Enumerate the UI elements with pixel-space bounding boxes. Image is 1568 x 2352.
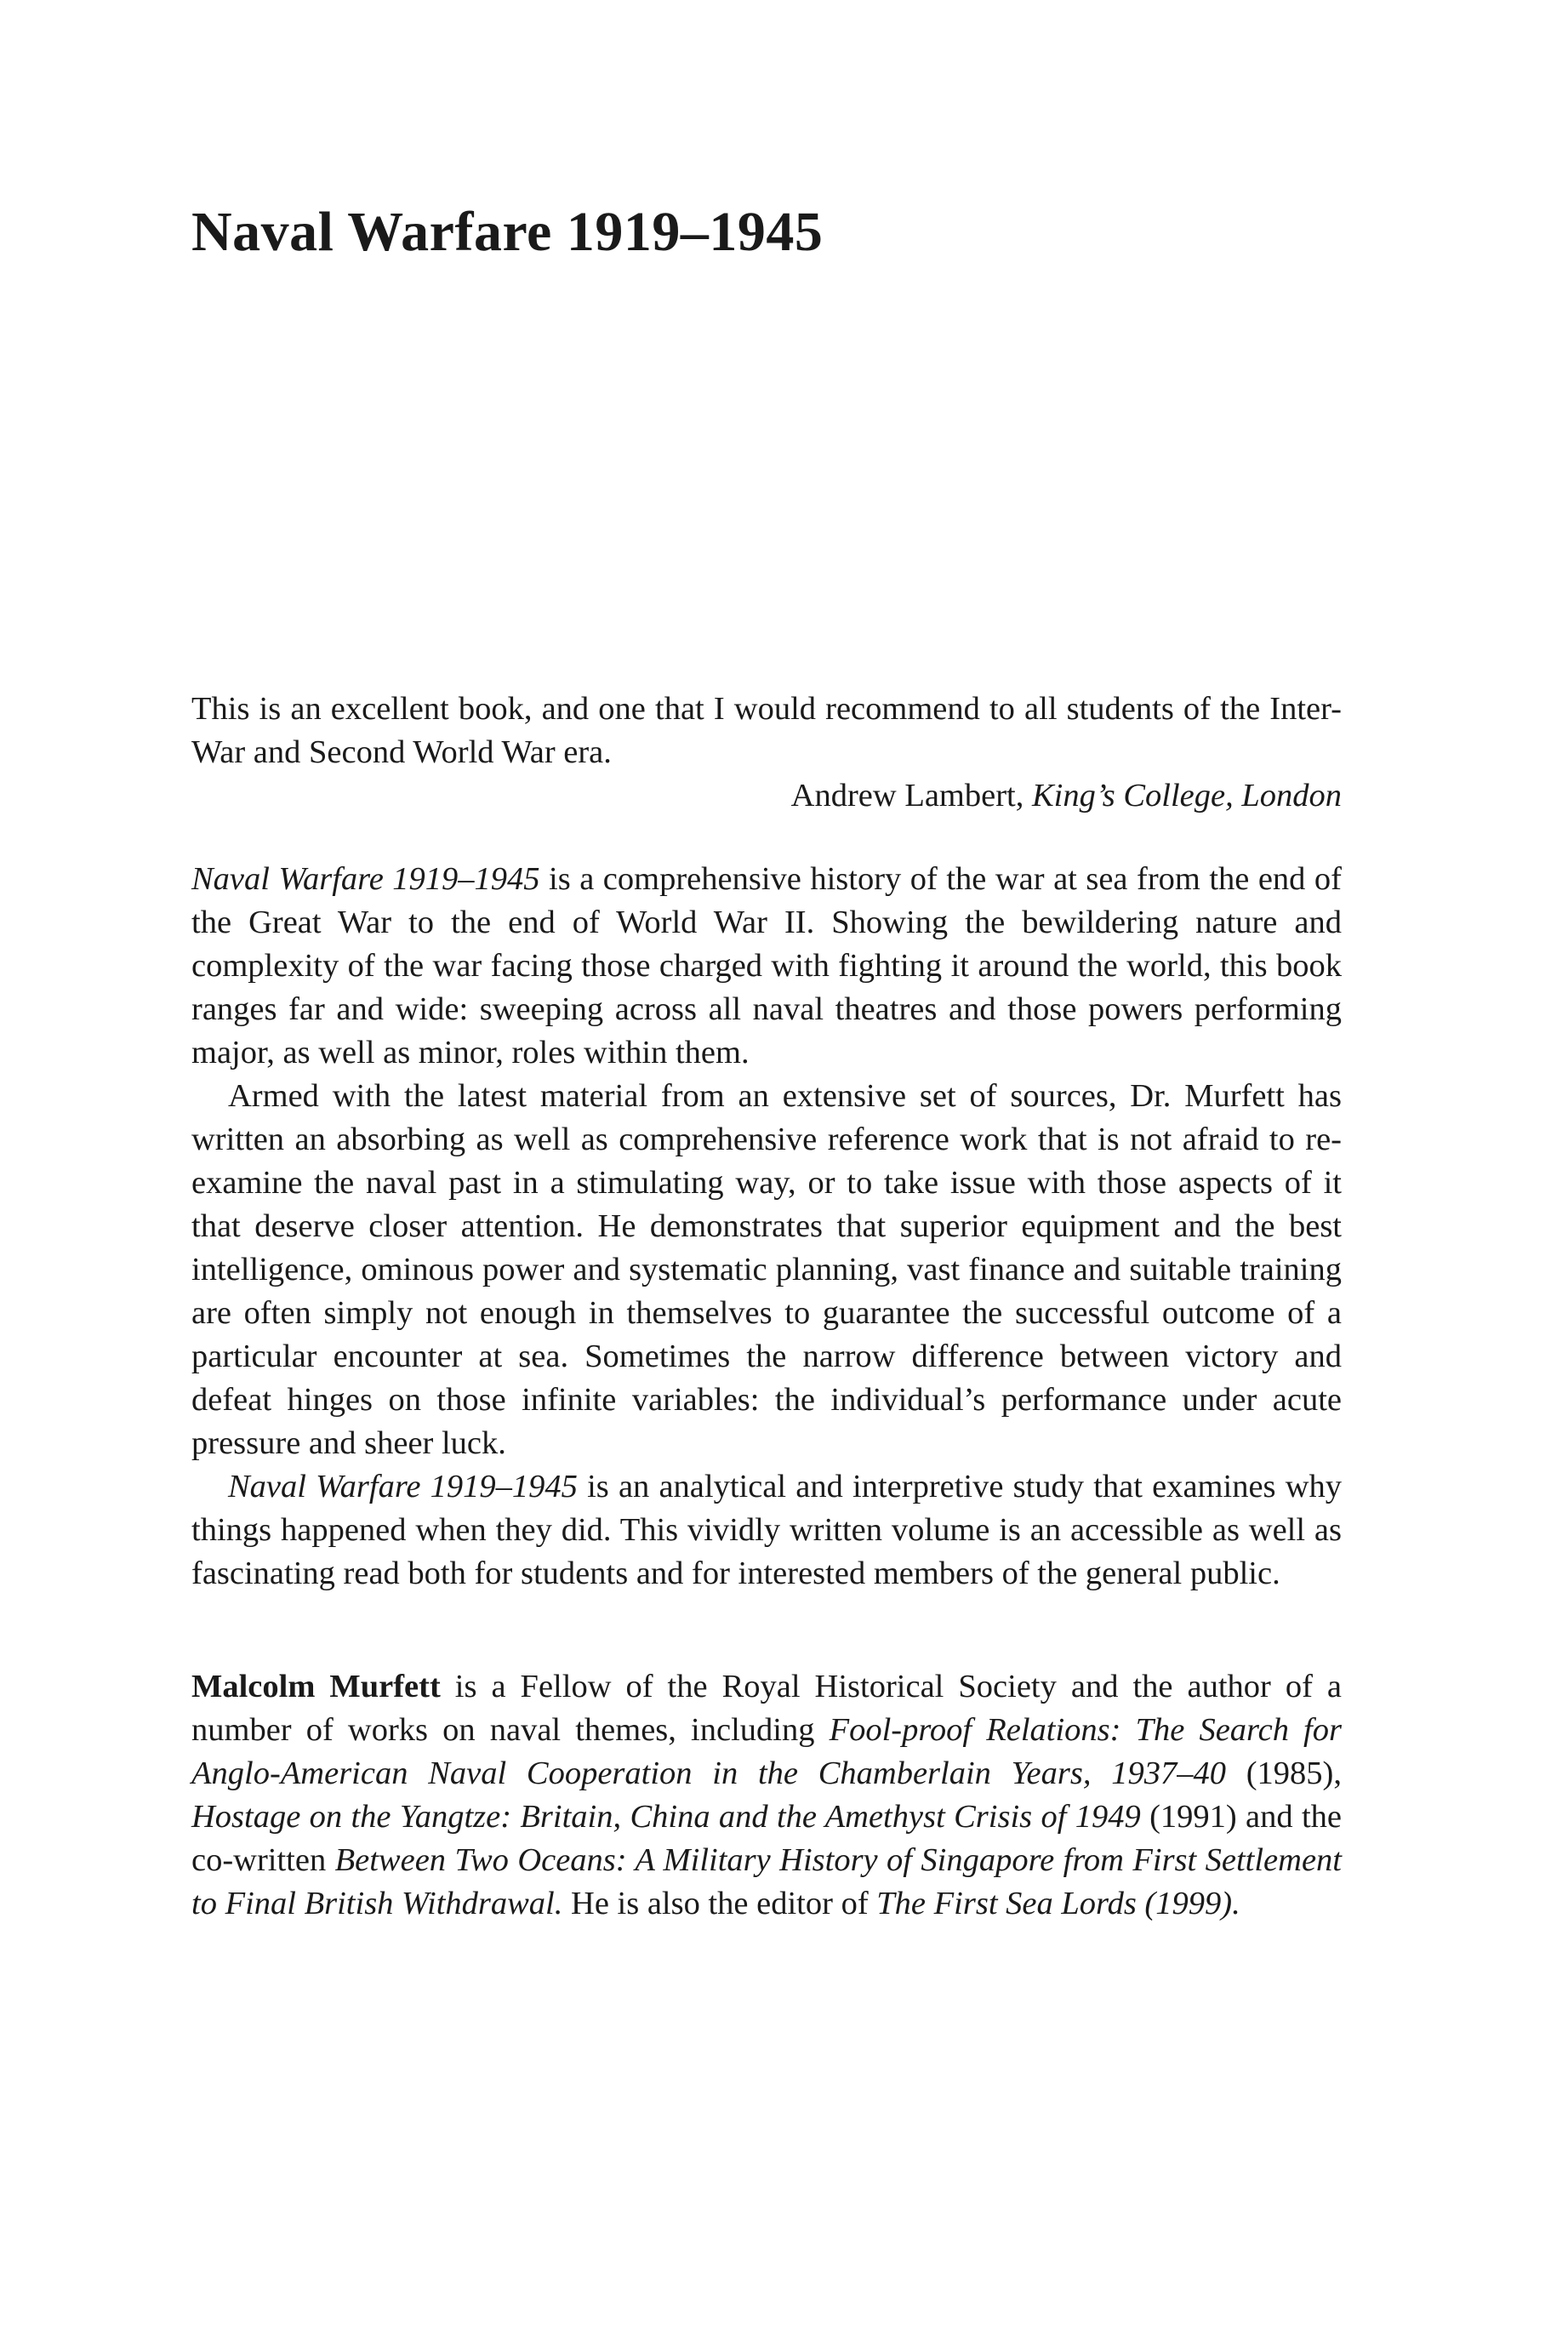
author-name: Malcolm Murfett (191, 1669, 441, 1704)
reviewer-affiliation: King’s College, London (1031, 778, 1342, 813)
book-title-reference: Naval Warfare 1919–1945 (191, 861, 540, 897)
work-title: Between Two Oceans: A Military History of Singapore from First Settlement to Final British Withdrawal. (191, 1842, 1342, 1921)
work-title: Fool-proof Relations: The Search for Anglo-American Naval Cooperation in the Chamberlain Years, 1937–40 (191, 1712, 1342, 1791)
review-quote-block (191, 688, 1342, 818)
author-bio (191, 1665, 1342, 1926)
description-text: is a comprehensive history of the war at sea from the end of the Great War to the end of World War II. Showing the bewildering nature and complexity of the war facing those charged with fighting it around the world, this book ranges far and wide: sweeping across all naval theatres and those powers performing major, as well as minor, roles within them. (191, 861, 1342, 1070)
bio-text: He is also the editor of (562, 1886, 877, 1921)
bio-text: (1985), (1225, 1755, 1342, 1791)
book-title-reference: Naval Warfare 1919–1945 (228, 1469, 578, 1504)
description-paragraph-1 (191, 858, 1342, 1075)
work-title: Hostage on the Yangtze: Britain, China and the Amethyst Crisis of 1949 (191, 1799, 1141, 1835)
description-paragraph-3 (191, 1465, 1342, 1596)
review-attribution (191, 774, 1342, 818)
book-description (191, 858, 1342, 1596)
page-title: Naval Warfare 1919–1945 (191, 201, 824, 263)
reviewer-name: Andrew Lambert, (790, 778, 1032, 813)
work-title: The First Sea Lords (1999). (876, 1886, 1240, 1921)
description-text: is an analytical and interpretive study that examines why things happened when they did. This vividly written volume is an accessible as well as fascinating read both for students and for interested members of the general public. (191, 1469, 1342, 1591)
review-quote: This is an excellent book, and one that I would recommend to all students of the Inter-War and Second World War era. (191, 691, 1342, 770)
bio-text: is a Fellow of the Royal Historical Society and the author of a number of works on naval themes, including (191, 1669, 1342, 1748)
description-paragraph-2: Armed with the latest material from an extensive set of sources, Dr. Murfett has written an absorbing as well as comprehensive reference work that is not afraid to re-examine the naval past in a stimulating way, or to take issue with those aspects of it that deserve closer attention. He demonstrates that superior equipment and the best intelligence, ominous power and systematic planning, vast finance and suitable training are often simply not enough in themselves to guarantee the successful outcome of a particular encounter at sea. Sometimes the narrow difference between victory and defeat hinges on those infinite variables: the individual’s performance under acute pressure and sheer luck. (191, 1078, 1342, 1461)
bio-text: (1991) and the co-written (191, 1799, 1343, 1878)
author-bio-paragraph (191, 1665, 1342, 1926)
